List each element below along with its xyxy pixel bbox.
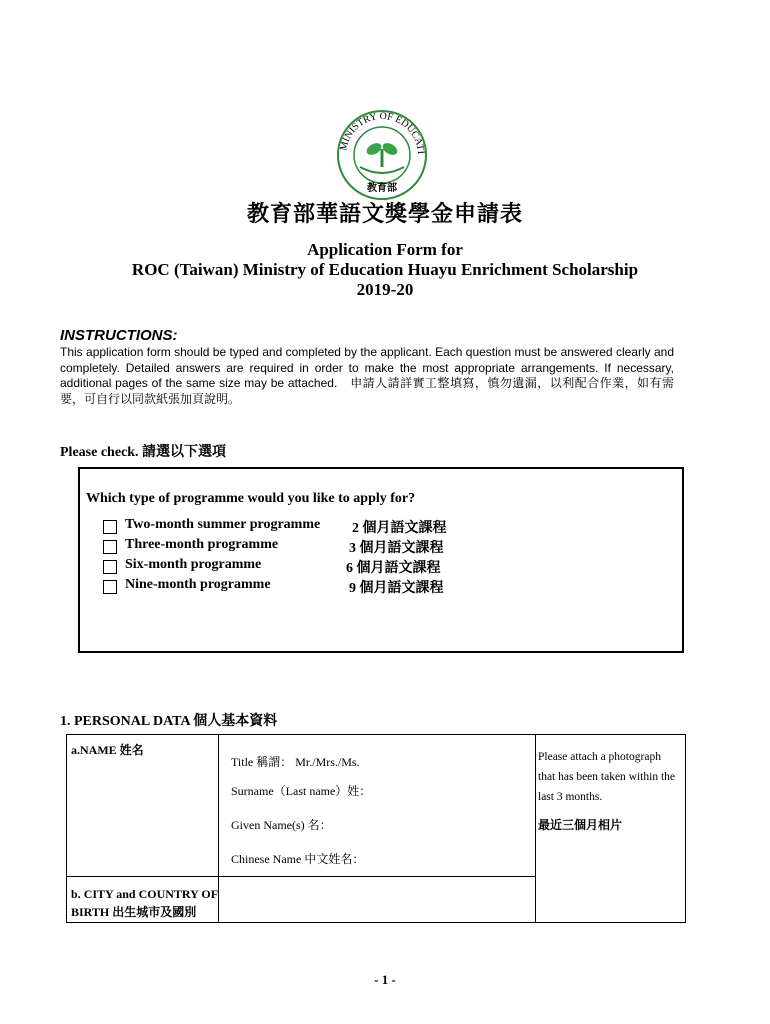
programme-option[interactable]: [0, 537, 770, 557]
chinese-name-field: Chinese Name 中文姓名：: [231, 852, 365, 866]
name-label-cell: [67, 735, 219, 877]
programme-option[interactable]: [0, 557, 770, 577]
birth-label-cell: [67, 877, 219, 923]
instructions-heading: INSTRUCTIONS:: [60, 327, 178, 344]
instructions-body: This application form should be typed and completed by the applicant. Each question must be answered clearly and completely. Detailed answers are required in order to make the most appropriate arrangements. If necessary, additional pages of the same size may be attached. 申請人請詳實工整填寫，慎勿遺漏，以利配合作業，如有需要，可自行以同款紙張加頁說明。: [60, 345, 674, 406]
given-name-field: Given Name(s) 名：: [231, 818, 332, 832]
photo-note-chinese: 最近三個月相片: [538, 818, 623, 832]
birth-label: CITY and COUNTRY OF BIRTH 出生城市及國別: [71, 887, 218, 919]
option-label-en: Two-month summer programme: [125, 517, 321, 532]
title-year: 2019-20: [356, 280, 414, 299]
logo-ring-text: MINISTRY OF EDUCATI: [338, 110, 427, 155]
programme-option[interactable]: [0, 577, 770, 597]
title-line-2: ROC (Taiwan) Ministry of Education Huayu Enrichment Scholarship: [131, 260, 639, 279]
title-field: Title 稱謂： Mr./Mrs./Ms.: [231, 755, 360, 769]
option-label-en: Six-month programme: [125, 557, 262, 572]
option-label-zh: 9 個月語文課程: [349, 581, 444, 596]
section-personal-data-heading: 1. PERSONAL DATA 個人基本資料: [60, 714, 278, 729]
checkbox[interactable]: [103, 540, 117, 554]
checkbox[interactable]: [103, 520, 117, 534]
form-title-chinese: 教育部華語文獎學金申請表: [246, 201, 523, 226]
label-prefix-b: b.: [71, 887, 81, 901]
programme-question: Which type of programme would you like to apply for?: [86, 491, 416, 506]
please-check-label: Please check. 請選以下選項: [60, 445, 227, 460]
birth-input-cell[interactable]: [219, 877, 536, 923]
title-line-1: Application Form for: [307, 240, 463, 259]
photo-cell[interactable]: [536, 735, 686, 923]
option-label-zh: 6 個月語文課程: [346, 561, 441, 576]
page-number: - 1 -: [374, 972, 396, 987]
option-label-en: Three-month programme: [125, 537, 279, 552]
programme-option[interactable]: [0, 517, 770, 537]
form-title-english: [0, 240, 770, 300]
label-prefix-a: a.: [71, 743, 80, 757]
personal-data-table: [66, 734, 686, 923]
checkbox[interactable]: [103, 580, 117, 594]
checkbox[interactable]: [103, 560, 117, 574]
photo-note: Please attach a photograph that has been taken within the last 3 months.: [538, 751, 676, 803]
option-label-zh: 2 個月語文課程: [352, 521, 447, 536]
surname-field: Surname（Last name）姓：: [231, 784, 372, 798]
option-label-zh: 3 個月語文課程: [349, 541, 444, 556]
logo-bottom-text: 教育部: [367, 183, 397, 194]
name-label: NAME 姓名: [80, 743, 144, 757]
option-label-en: Nine-month programme: [125, 577, 271, 592]
ministry-logo: [332, 105, 432, 205]
